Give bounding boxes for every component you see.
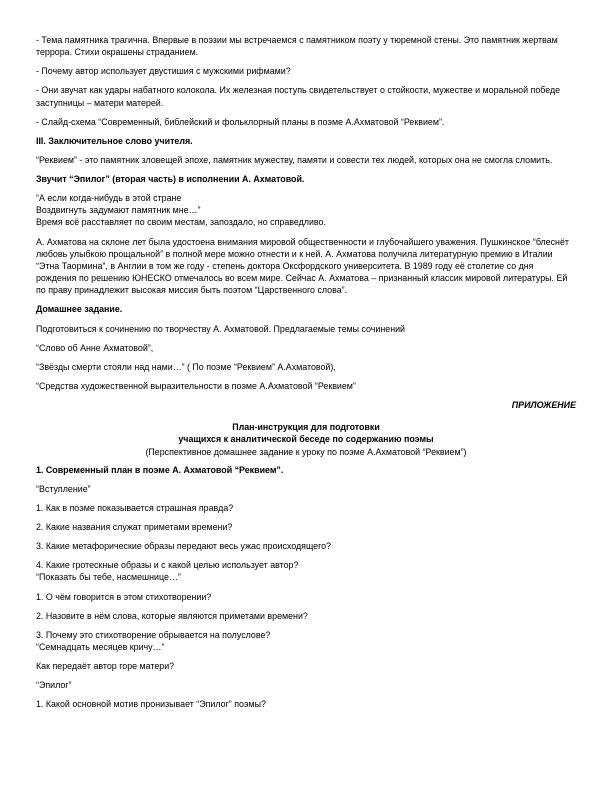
slide-scheme: - Слайд-схема “Современный, библейский и фольклорный планы в поэме А.Ахматовой “Реквием”.	[36, 116, 445, 127]
question-block	[36, 559, 576, 583]
appendix-title-line1: План-инструкция для подготовки	[232, 422, 380, 433]
poem-label: “Показать бы тебе, насмешнице…”	[36, 572, 181, 583]
verse-line: “А если когда-нибудь в этой стране	[36, 193, 182, 204]
section1-heading: 1. Современный план в поэме А. Ахматовой “Реквием”.	[36, 464, 284, 475]
section-heading-conclusion: III. Заключительное слово учителя.	[36, 135, 193, 146]
question-item: 4. Какие гротескные образы и с какой целью использует автор?	[36, 560, 299, 571]
paragraph-theme: - Тема памятника трагична. Впервые в поэзии мы встречаемся с памятником поэту у тюремной стены. Это памятник жертвам террора. Стихи окрашены страданием.	[36, 35, 558, 58]
question-item: 1. О чём говорится в этом стихотворении?	[36, 591, 212, 602]
appendix-title-line2: учащихся к аналитической беседе по содержанию поэмы	[178, 434, 434, 445]
appendix-label: ПРИЛОЖЕНИЕ	[511, 399, 576, 410]
question-item: Как передаёт автор горе матери?	[36, 661, 175, 671]
homework-intro: Подготовиться к сочинению по творчеству А. Ахматовой. Предлагаемые темы сочинений	[36, 323, 406, 334]
verse-quote	[36, 192, 576, 229]
epilogue-heading: Звучит “Эпилог” (вторая часть) в исполнении А. Ахматовой.	[36, 173, 305, 184]
appendix-subtitle: (Перспективное домашнее задание к уроку по поэме А.Ахматовой “Реквием”)	[145, 446, 467, 457]
question-item: 1. Как в поэме показывается страшная правда?	[36, 502, 234, 513]
essay-topic: “Слово об Анне Ахматовой”,	[36, 342, 154, 353]
paragraph-recognition: А. Ахматова на склоне лет была удостоена внимания мировой общественности и глубочайшего уважения. Пушкинское “блеснёт любовь улыбкою прощальной” в полной мере можно отнести и к ней. А. Ахматова получила литературную премию в Италии “Этна Таормина”, в Англии в том же году - степень доктора Оксфордского университета. В 1989 году её столетие со дня рождения по решению ЮНЕСКО отмечалось во всем мире. Сейчас А. Ахматова – признанный классик мировой литературы. Ей по праву принадлежит высокая миссия быть поэтом “Царственного слова”.	[36, 236, 569, 296]
question-item: 3. Какие метафорические образы передают весь ужас происходящего?	[36, 541, 332, 552]
question-block	[36, 629, 576, 653]
question-item: 3. Почему это стихотворение обрывается на полуслове?	[36, 629, 271, 640]
question-item: 2. Какие названия служат приметами времени?	[36, 522, 233, 533]
essay-topic: “Звёзды смерти стояли над нами…” ( По поэме “Реквием” А.Ахматовой),	[36, 361, 336, 372]
question-item: 1. Какой основной мотив пронизывает “Эпилог” поэмы?	[36, 699, 266, 710]
intro-label: “Вступление”	[36, 483, 91, 494]
question-item: 2. Назовите в нём слова, которые являются приметами времени?	[36, 610, 308, 621]
epilogue-label: “Эпилог”	[36, 680, 72, 691]
paragraph-requiem-monument: “Реквием” - это памятник зловещей эпохе, памятник мужеству, памяти и совести тех людей, которых она не смогла сломить.	[36, 154, 553, 165]
homework-heading: Домашнее задание.	[36, 304, 123, 315]
verse-line: Воздвигнуть задумают памятник мне…”	[36, 205, 201, 216]
answer-couplets: - Они звучат как удары набатного колокола. Их железная поступь свидетельствует о стойкости, мужестве и моральной победе заступницы – матери матерей.	[36, 85, 561, 108]
verse-line: Время всё расставляет по своим местам, запоздало, но справедливо.	[36, 217, 326, 228]
essay-topic: “Средства художественной выразительности в поэме А.Ахматовой “Реквием”	[36, 380, 356, 391]
question-couplets: - Почему автор использует двустишия с мужскими рифмами?	[36, 66, 291, 77]
page-content	[36, 34, 576, 717]
poem-label: “Семнадцать месяцев кричу…”	[36, 641, 165, 652]
